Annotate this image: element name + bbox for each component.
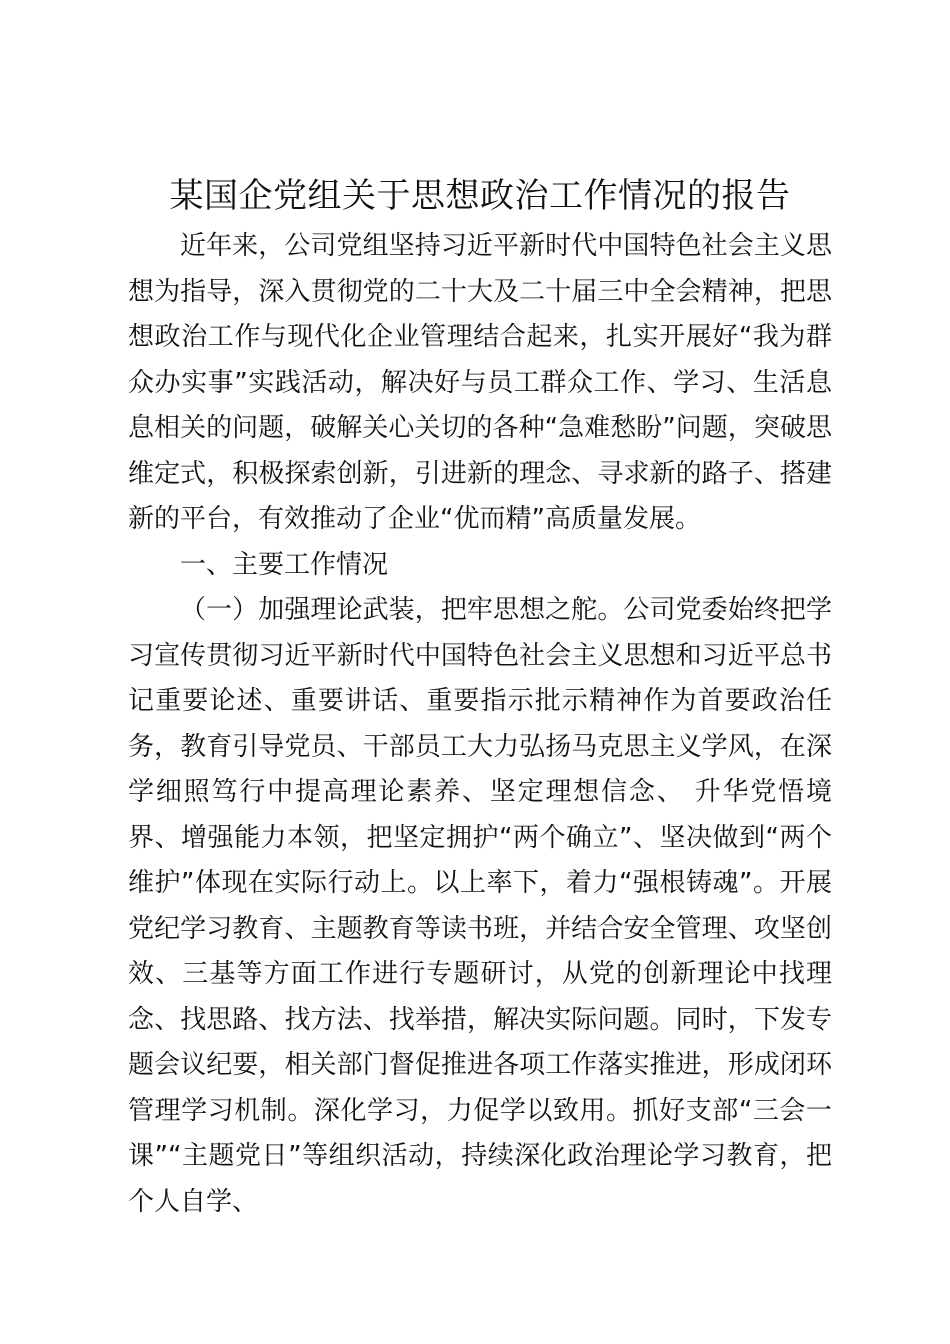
intro-paragraph: 近年来，公司党组坚持习近平新时代中国特色社会主义思想为指导，深入贯彻党的二十大及二十届三中全会精神，把思想政治工作与现代化企业管理结合起来，扎实开展好“我为群众办实事”实践活动，解决好与员工群众工作、学习、生活息息相关的问题，破解关心关切的各种“急难愁盼”问题，突破思维定式，积极探索创新，引进新的理念、寻求新的路子、搭建新的平台，有效推动了企业“优而精”高质量发展。: [128, 231, 832, 534]
document-title: 某国企党组关于思想政治工作情况的报告: [169, 176, 791, 216]
section-heading: 一、主要工作情况: [180, 549, 389, 580]
section-paragraph: （一）加强理论武装，把牢思想之舵。公司党委始终把学习宣传贯彻习近平新时代中国特色社会主义思想和习近平总书记重要论述、重要讲话、重要指示批示精神作为首要政治任务，教育引导党员、干部员工大力弘扬马克思主义学风，在深学细照笃行中提高理论素养、坚定理想信念、 升华党悟境界、增强能力本领，把坚定拥护“两个确立”、坚决做到“两个维护”体现在实际行动上。以上率下，着力“强根铸魂”。开展党纪学习教育、主题教育等读书班，并结合安全管理、攻坚创效、三基等方面工作进行专题研讨，从党的创新理论中找理念、找思路、找方法、找举措，解决实际问题。同时，下发专题会议纪要，相关部门督促推进各项工作落实推进，形成闭环管理学习机制。深化学习，力促学以致用。抓好支部“三会一课”“主题党日”等组织活动，持续深化政治理论学习教育，把个人自学、: [128, 595, 832, 1217]
document-body: [128, 224, 832, 1225]
